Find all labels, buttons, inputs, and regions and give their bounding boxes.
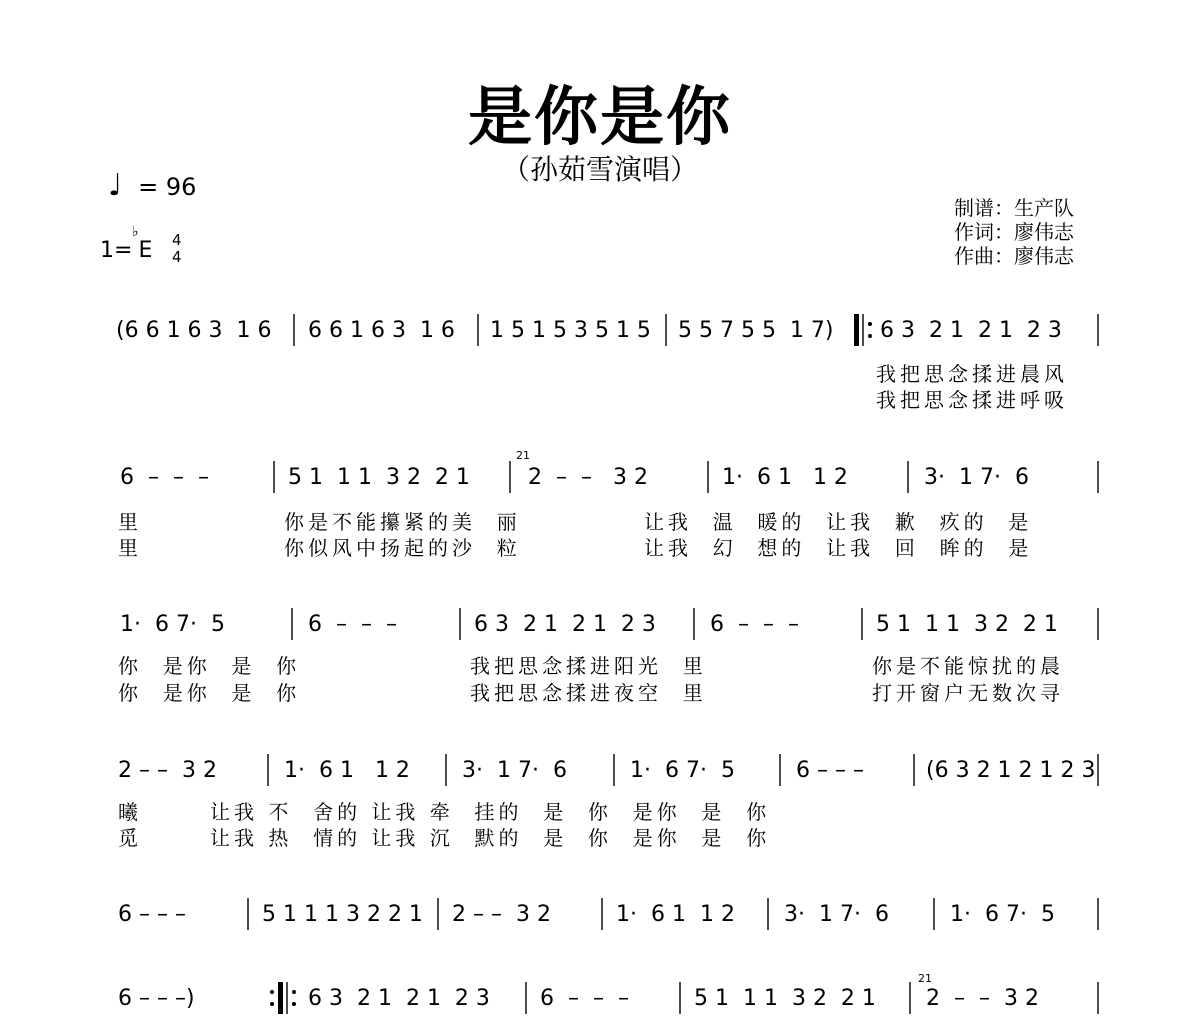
measure: 1· 6 7· 5	[630, 758, 735, 783]
repeat-sign-start	[270, 982, 296, 1014]
measure: 6 6 1 6 3 1 6	[308, 318, 455, 343]
measure: 1 5 1 5 3 5 1 5	[490, 318, 651, 343]
credit-composer: 作曲：廖伟志	[954, 244, 1074, 268]
measure: 6 3 2 1 2 1 2 3	[474, 612, 656, 637]
measure: (6 6 1 6 3 1 6	[116, 318, 272, 343]
key-prefix: 1=	[100, 238, 133, 263]
lyric-verse-2: 打开窗户无数次寻	[872, 681, 1064, 705]
lyric-verse-2: 我把思念揉进呼吸	[876, 388, 1068, 412]
tempo-value: = 96	[138, 173, 197, 201]
lyric-verse-1: 我把思念揉进晨风	[876, 362, 1068, 386]
measure: 2 – – 3 2	[528, 465, 648, 490]
credit-notation: 制谱：生产队	[954, 196, 1074, 220]
measure: 1· 6 7· 5	[120, 612, 225, 637]
song-title: 是你是你	[468, 81, 732, 155]
grace-note-ornament: 21	[516, 449, 530, 462]
key-note: E	[138, 238, 153, 263]
lyric-verse-2: 里	[118, 536, 142, 560]
lyric-verse-1: 你是不能惊扰的晨	[872, 654, 1064, 678]
lyric-verse-2: 让我 热 情的 让我 沉 默的 是 你 是你 是 你	[210, 826, 771, 850]
measure: 6 3 2 1 2 1 2 3	[880, 318, 1062, 343]
measure: 6 – – –	[540, 986, 629, 1011]
measure: 5 1 1 1 3 2 2 1	[694, 986, 876, 1011]
time-sig-bottom: 4	[172, 248, 182, 266]
measure: 6 – – –	[308, 612, 397, 637]
measure: 1· 6 7· 5	[950, 902, 1055, 927]
lyric-verse-2: 我把思念揉进夜空 里	[470, 681, 707, 705]
lyric-verse-1: 你 是你 是 你	[118, 654, 301, 678]
lyric-verse-2: 你 是你 是 你	[118, 681, 301, 705]
lyric-verse-2: 觅	[118, 826, 142, 850]
measure: 5 5 7 5 5 1 7)	[678, 318, 834, 343]
measure: 1· 6 1 1 2	[284, 758, 410, 783]
lyric-verse-1: 我把思念揉进阳光 里	[470, 654, 707, 678]
measure: 5 1 1 1 3 2 2 1	[288, 465, 470, 490]
measure: 3· 1 7· 6	[462, 758, 567, 783]
lyric-verse-1: 曦	[118, 800, 142, 824]
measure: 6 – – –	[118, 902, 186, 927]
lyric-verse-2: 你似风中扬起的沙 粒	[284, 536, 521, 560]
measure: 6 – – –	[120, 465, 209, 490]
measure: 2 – – 3 2	[926, 986, 1039, 1011]
lyric-verse-2: 让我 幻 想的 让我 回 眸的 是	[644, 536, 1033, 560]
measure: (6 3 2 1 2 1 2 3	[926, 758, 1096, 783]
repeat-sign-start	[854, 314, 872, 346]
lyric-verse-1: 你是不能攥紧的美 丽	[284, 510, 521, 534]
measure: 5 1 1 1 3 2 2 1	[262, 902, 423, 927]
measure: 2 – – 3 2	[118, 758, 217, 783]
lyric-verse-1: 让我 温 暖的 让我 歉 疚的 是	[644, 510, 1033, 534]
measure: 6 – – –	[796, 758, 864, 783]
measure: 6 – – –	[710, 612, 799, 637]
measure: 6 3 2 1 2 1 2 3	[308, 986, 490, 1011]
time-sig-top: 4	[172, 231, 182, 249]
measure: 5 1 1 1 3 2 2 1	[876, 612, 1058, 637]
measure: 1· 6 1 1 2	[722, 465, 848, 490]
flat-icon: ♭	[132, 224, 139, 240]
measure: 3· 1 7· 6	[924, 465, 1029, 490]
lyric-verse-1: 里	[118, 510, 142, 534]
measure: 2 – – 3 2	[452, 902, 551, 927]
credit-lyricist: 作词：廖伟志	[954, 220, 1074, 244]
measure: 3· 1 7· 6	[784, 902, 889, 927]
grace-note-ornament: 21	[918, 972, 932, 985]
measure: 1· 6 1 1 2	[616, 902, 735, 927]
lyric-verse-1: 让我 不 舍的 让我 牵 挂的 是 你 是你 是 你	[210, 800, 771, 824]
measure: 6 – – –)	[118, 986, 195, 1011]
quarter-note-icon: ♩	[108, 168, 123, 203]
song-subtitle: （孙茹雪演唱）	[501, 153, 698, 186]
